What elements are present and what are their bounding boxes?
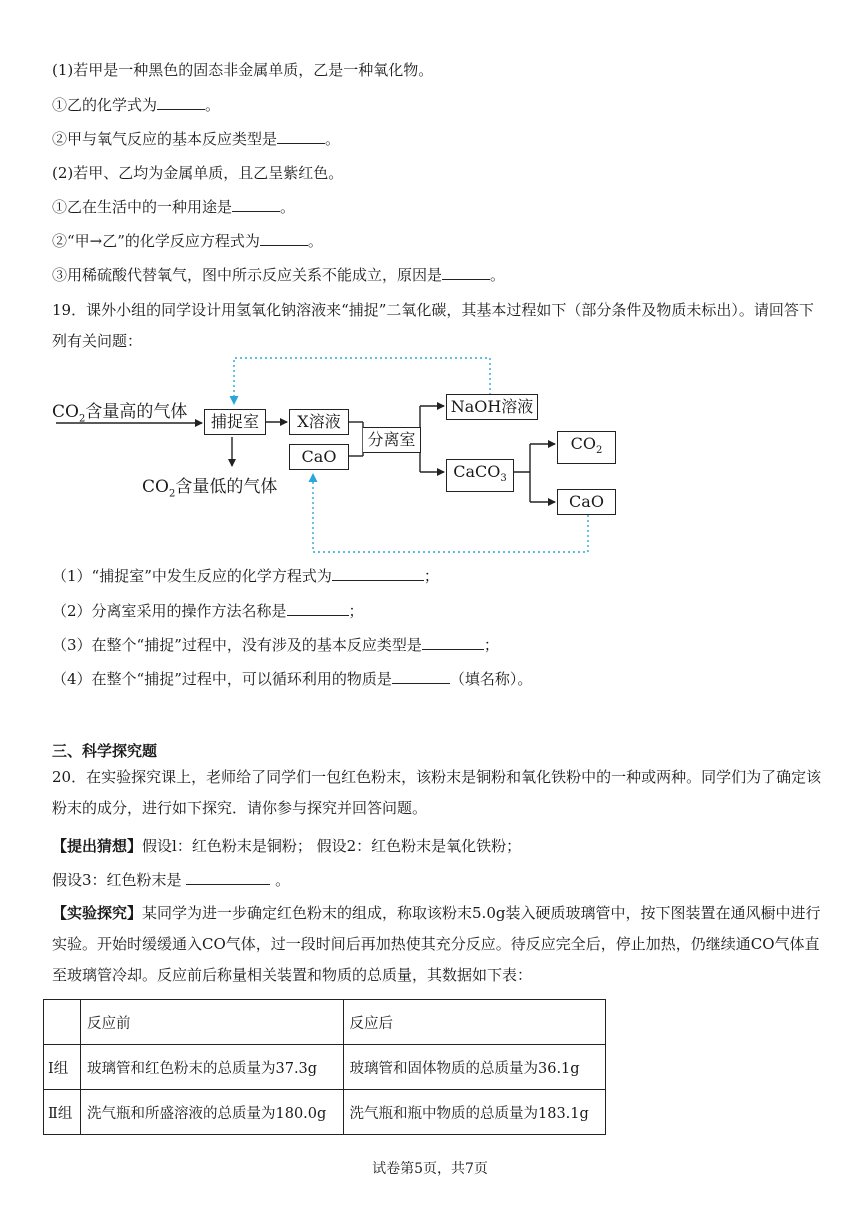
answer-blank[interactable] [277, 129, 325, 144]
mass-data-table [43, 999, 606, 1135]
q19-stem: 19．课外小组的同学设计用氢氧化钠溶液来“捕捉”二氧化碳，其基本过程如下（部分条件及物质未标出）。请回答下列有关问题： [52, 301, 814, 350]
q18-part1: (1)若甲是一种黑色的固态非金属单质，乙是一种氧化物。 [52, 61, 434, 79]
answer-blank[interactable] [332, 566, 424, 581]
answer-blank[interactable] [157, 95, 205, 110]
q18-p2-q3: ③用稀硫酸代替氧气，图中所示反应关系不能成立，原因是 。 [52, 266, 506, 284]
section-title: 三、科学探究题 [52, 742, 158, 760]
q18-part2: (2)若甲、乙均为金属单质，且乙呈紫红色。 [52, 164, 344, 182]
answer-blank[interactable] [442, 265, 490, 280]
x-solution-box: X溶液 [289, 409, 349, 435]
answer-blank[interactable] [392, 669, 450, 684]
cao-right-box: CaO [557, 489, 616, 515]
table-header-row [44, 1000, 606, 1045]
q18-p2-q2: ②“甲→乙”的化学反应方程式为 。 [52, 232, 323, 250]
q19-q2: （2）分离室采用的操作方法名称是 ； [52, 602, 364, 620]
table-row [44, 1090, 606, 1135]
separation-room-box: 分离室 [363, 427, 421, 453]
table-header-cell [44, 1000, 81, 1045]
table-header-cell: 反应后 [343, 1000, 606, 1045]
table-cell: 洗气瓶和所盛溶液的总质量为180.0g [81, 1090, 344, 1135]
table-cell: Ⅰ组 [44, 1045, 81, 1090]
table-cell: 玻璃管和固体物质的总质量为36.1g [343, 1045, 606, 1090]
q19-q1: （1）“捕捉室”中发生反应的化学方程式为 ； [52, 567, 439, 585]
table-cell: Ⅱ组 [44, 1090, 81, 1135]
table-cell: 洗气瓶和瓶中物质的总质量为183.1g [343, 1090, 606, 1135]
answer-blank[interactable] [422, 635, 484, 650]
answer-blank[interactable] [186, 870, 270, 885]
answer-blank[interactable] [287, 601, 349, 616]
co2-capture-flow-diagram [50, 348, 650, 568]
co2-box: $CO_2$ [557, 431, 616, 464]
output-gas-label: $CO_2$含量低的气体 [142, 477, 278, 500]
naoh-solution-box: NaOH溶液 [446, 394, 538, 420]
q20-experiment: 【实验探究】某同学为进一步确定红色粉末的组成，称取该粉末5.0g装入硬质玻璃管中，按下图装置在通风橱中进行实验。开始时缓缓通入CO气体，过一段时间后再加热使其充分反应。待反应完全后，停止加热，仍继续通CO气体直至玻璃管冷却。反应前后称量相关装置和物质的总质量，其数据如下表： [52, 904, 821, 984]
q18-p1-q1: ①乙的化学式为 。 [52, 96, 221, 114]
input-gas-label: $CO_2$含量高的气体 [52, 402, 188, 425]
table-cell: 玻璃管和红色粉末的总质量为37.3g [81, 1045, 344, 1090]
capture-room-box: 捕捉室 [204, 409, 266, 435]
cao-left-box: CaO [289, 444, 349, 470]
q18-p1-q2: ②甲与氧气反应的基本反应类型是 。 [52, 130, 341, 148]
q18-p2-q1: ①乙在生活中的一种用途是 。 [52, 198, 296, 216]
answer-blank[interactable] [232, 197, 280, 212]
caco3-box: CaCO$_3$ [446, 459, 514, 492]
table-header-cell: 反应前 [81, 1000, 344, 1045]
q20-hypothesis-3: 假设3：红色粉末是 。 [52, 871, 291, 889]
answer-blank[interactable] [260, 231, 308, 246]
q20-stem: 20．在实验探究课上，老师给了同学们一包红色粉末，该粉末是铜粉和氧化铁粉中的一种或两种。同学们为了确定该粉末的成分，进行如下探究．请你参与探究并回答问题。 [52, 768, 822, 817]
page-footer: 试卷第5页，共7页 [372, 1161, 488, 1177]
q19-q3: （3）在整个“捕捉”过程中，没有涉及的基本反应类型是 ； [52, 636, 499, 654]
table-row [44, 1045, 606, 1090]
q20-hypothesis: 【提出猜想】假设l：红色粉末是铜粉； 假设2：红色粉末是氧化铁粉； [52, 837, 522, 855]
q19-q4: （4）在整个“捕捉”过程中，可以循环利用的物质是 （填名称）。 [52, 670, 533, 688]
